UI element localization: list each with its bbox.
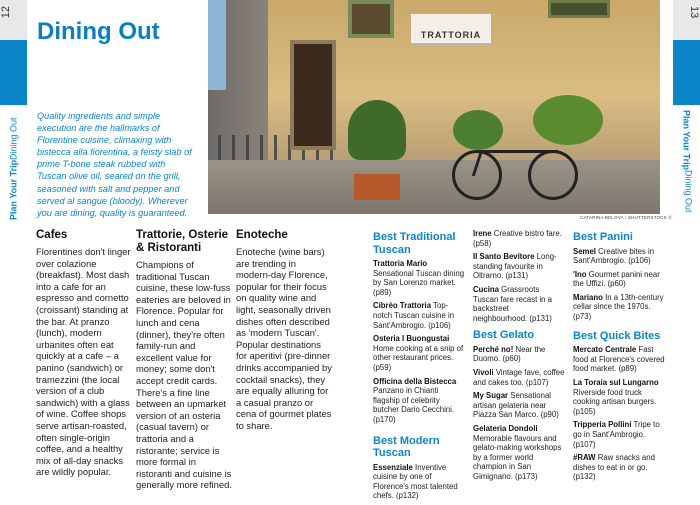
plant	[453, 110, 503, 150]
list-item: Osteria I Buongustai Home cooking at a snip of other restaurant prices. (p59)	[373, 334, 464, 372]
section-label-sub: Dining Out	[683, 170, 694, 213]
list-item: Mercato Centrale Fast food at Florence's covered food market. (p89)	[573, 345, 665, 374]
intro-paragraph: Quality ingredients and simple execution are the hallmarks of Florentine cuisine, climaxing with bistecca alla fiorentina, a feisty slab of prime T-bone steak rubbed with Tuscan olive oil, seared on the grill, seasoned with salt and pepper and served al sangue (bloody). Wherever you are dining, quality is guaranteed.	[37, 111, 192, 218]
list-item: Perché no! Near the Duomo. (p60)	[473, 344, 546, 364]
section-enoteche	[236, 229, 332, 432]
bicycle-frame	[472, 150, 558, 176]
section-trattorie	[136, 229, 232, 491]
best-heading: Best Panini	[573, 231, 633, 243]
list-item: Cibrèo Trattoria Top-notch Tuscan cuisine in Sant'Ambrogio. (p106)	[373, 301, 455, 330]
section-heading: Trattorie, Osterie & Ristoranti	[136, 229, 229, 254]
best-column-1	[373, 231, 467, 505]
potted-plant	[348, 100, 406, 160]
list-item: La Toraia sul Lungarno Riverside food truck cooking artisan burgers. (p105)	[573, 377, 659, 416]
list-item: #RAW Raw snacks and dishes to eat in or go. (p132)	[573, 453, 655, 482]
right-page-number: 13	[688, 6, 700, 19]
section-label-sub: Dining Out	[8, 117, 19, 160]
section-text: Florentines don't linger over colazione (breakfast). Most dash into a cafe for an espresso and cornetto (croissant) standing at the bar. At pranzo (lunch), modern urbanites often eat quickly at a cafe – a panino (sandwich) or tramezzini (the local version of a club sandwich) with a glass of wine. Coffee shops serve artisan-roasted, often single-origin coffee, and a healthy mix of all-day snacks are wildly popular.	[36, 246, 131, 478]
best-heading: Best Quick Bites	[573, 329, 661, 342]
list-item: Mariano In a 13th-century cellar since the 1970s. (p73)	[573, 292, 664, 322]
left-page-number: 12	[0, 6, 12, 19]
section-heading: Cafes	[36, 229, 68, 241]
doorway	[290, 40, 336, 150]
section-cafes	[36, 229, 132, 478]
sky	[208, 0, 226, 90]
section-heading: Enoteche	[236, 229, 288, 241]
list-item: Cucina Grassroots Tuscan fare recast in a backstreet neighbourhood. (p131)	[473, 284, 553, 323]
list-item: Il Santo Bevitore Long-standing favourite in Oltrarno. (p131)	[473, 252, 557, 281]
window	[548, 0, 610, 18]
list-item: Vivoli Vintage fave, coffee and cakes too. (p107)	[473, 368, 565, 387]
left-margin-tab	[0, 0, 27, 505]
list-item: Semel Creative bites in Sant'Ambrogio. (p106)	[573, 246, 655, 266]
list-item: Gelateria Dondoli Memorable flavours and gelato-making workshops by a former world champion in San Gimignano. (p173)	[473, 424, 562, 481]
trattoria-awning	[411, 14, 491, 46]
right-margin-tab	[673, 0, 700, 505]
list-item: My Sugar Sensational artisan gelateria near Piazza San Marco. (p90)	[473, 391, 559, 420]
list-item: Irene Creative bistro fare. (p58)	[473, 229, 562, 248]
list-item: Tripperia Pollini Tripe to go in Sant'Ambrogio. (p107)	[573, 420, 660, 449]
best-column-3	[573, 231, 665, 486]
list-item: Officina della Bistecca Panzano in Chianti flagship of celebrity butcher Dario Cecchini. (p170)	[373, 376, 457, 424]
best-heading: Best Modern Tuscan	[373, 434, 440, 459]
chapter-color-tab	[0, 40, 27, 105]
plant	[533, 95, 603, 145]
section-label-main: Plan Your Trip	[681, 110, 692, 171]
photo-credit: CATARINA BELOVA / SHUTTERSTOCK ©	[580, 215, 672, 220]
best-heading: Best Traditional Tuscan	[373, 231, 456, 256]
page-number-box	[0, 0, 27, 40]
page-number-box	[673, 0, 700, 40]
list-item: Essenziale Inventive cuisine by one of Florence's most talented chefs. (p132)	[373, 462, 458, 501]
section-text: Champions of traditional Tuscan cuisine, these low-fuss eateries are beloved in Florence. Popular for lunch and cena (dinner), they're often family-run and excellent value for money; some don't accept credit cards. There's a fine line between an upmarket version of an osteria (casual tavern) or trattoria and a ristorante; service is more formal in ristoranti and cuisine is generally more refined.	[136, 259, 232, 491]
awning-text: TRATTORIA	[420, 30, 482, 40]
page-title: Dining Out	[37, 18, 160, 45]
best-heading: Best Gelato	[473, 329, 535, 342]
section-text: Enoteche (wine bars) are trending in modern-day Florence, popular for their focus on quality wine and light, seasonally driven dishes often described as 'modern Tuscan'. Popular destinations for aperitivi (pre-dinner drinks accompanied by cocktail snacks), they are equally alluring for a casual pranzo or cena of gourmet plates to share.	[236, 246, 332, 431]
best-column-2	[473, 229, 565, 486]
list-item: Trattoria Mario Sensational Tuscan dining by San Lorenzo market. (p89)	[373, 259, 465, 297]
list-item: 'Ino Gourmet panini near the Uffizi. (p60)	[573, 269, 660, 289]
chapter-color-tab	[673, 40, 700, 105]
left-section-label	[0, 110, 27, 220]
flower-pot	[354, 174, 400, 200]
right-section-label	[673, 110, 700, 220]
window	[348, 0, 394, 38]
section-label-main: Plan Your Trip	[8, 159, 19, 220]
street	[208, 160, 660, 214]
trattoria-photo	[208, 0, 660, 214]
